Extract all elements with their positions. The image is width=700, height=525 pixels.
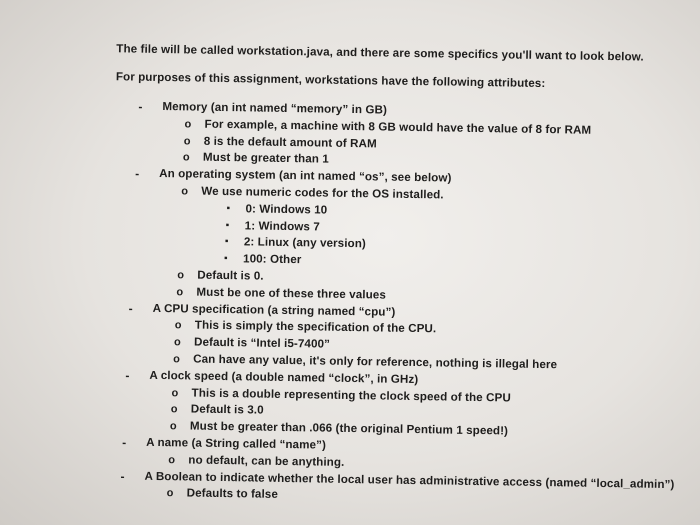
outline-marker: o bbox=[181, 185, 189, 198]
outline-line-level-2: Must be one of these three values bbox=[196, 285, 387, 302]
outline-line-level-2: For example, a machine with 8 GB would have the value of 8 for RAM bbox=[204, 117, 592, 137]
outline-marker: - bbox=[122, 435, 127, 450]
outline-line-level-2: This is a double representing the clock speed of the CPU bbox=[191, 386, 511, 405]
outline-marker: o bbox=[170, 403, 178, 416]
outline-line-level-2: Must be greater than .066 (the original Pentium 1 speed!) bbox=[189, 419, 509, 438]
outline-line-level-1: A CPU specification (a string named “cpu”) bbox=[152, 301, 396, 319]
outline-marker: ▪ bbox=[225, 219, 230, 231]
outline-line-level-2: Must be greater than 1 bbox=[202, 151, 329, 167]
outline-marker: ▪ bbox=[224, 253, 228, 265]
outline-marker: o bbox=[184, 118, 192, 131]
outline-line-level-2: Default is “Intel i5-7400” bbox=[193, 335, 331, 351]
outline-line-level-3: 1: Windows 7 bbox=[244, 218, 320, 234]
outline-marker: - bbox=[120, 469, 125, 484]
outline-line-level-2: Default is 3.0 bbox=[190, 402, 264, 418]
outline-line-level-1: A name (a String called “name”) bbox=[146, 435, 327, 452]
outline-marker: - bbox=[138, 99, 143, 114]
outline-marker: o bbox=[177, 269, 185, 282]
outline-line-level-2: We use numeric codes for the OS installed. bbox=[201, 184, 444, 202]
outline-marker: o bbox=[183, 134, 191, 148]
outline-marker: - bbox=[128, 301, 133, 316]
outline-line-level-3: 0: Windows 10 bbox=[245, 202, 328, 217]
outline-marker: o bbox=[168, 453, 176, 467]
outline-marker: - bbox=[125, 368, 130, 383]
outline-marker: o bbox=[173, 336, 181, 349]
outline-marker: o bbox=[169, 420, 177, 433]
outline-line-level-1: A Boolean to indicate whether the local user has administrative access (named “local_admin”) bbox=[144, 469, 675, 491]
outline-line-level-2: Can have any value, it's only for reference, nothing is illegal here bbox=[193, 352, 558, 372]
intro-line-2: For purposes of this assignment, workstations have the following attributes: bbox=[115, 70, 546, 91]
outline-line-level-3: 100: Other bbox=[242, 252, 302, 267]
outline-line-level-2: no default, can be anything. bbox=[188, 453, 345, 469]
outline-line-level-1: Memory (an int named “memory” in GB) bbox=[162, 100, 388, 117]
intro-line-1: The file will be called workstation.java, and there are some specifics you'll want to look below. bbox=[116, 42, 644, 64]
outline-line-level-2: Defaults to false bbox=[186, 486, 279, 502]
outline-marker: o bbox=[166, 487, 174, 500]
outline-marker: o bbox=[171, 386, 179, 399]
outline-marker: ▪ bbox=[226, 202, 231, 214]
outline-marker: o bbox=[182, 151, 190, 164]
outline-marker: o bbox=[174, 319, 182, 332]
outline-marker: - bbox=[135, 166, 140, 181]
outline-line-level-1: An operating system (an int named “os”, see below) bbox=[159, 167, 452, 185]
outline-line-level-2: This is simply the specification of the CPU. bbox=[194, 318, 437, 336]
outline-line-level-1: A clock speed (a double named “clock”, in GHz) bbox=[149, 368, 419, 386]
outline-marker: o bbox=[173, 353, 181, 366]
outline-marker: ▪ bbox=[224, 236, 229, 248]
outline-line-level-2: 8 is the default amount of RAM bbox=[203, 134, 377, 150]
outline-line-level-2: Default is 0. bbox=[197, 268, 264, 283]
outline-marker: o bbox=[176, 286, 184, 299]
outline-line-level-3: 2: Linux (any version) bbox=[243, 235, 367, 251]
